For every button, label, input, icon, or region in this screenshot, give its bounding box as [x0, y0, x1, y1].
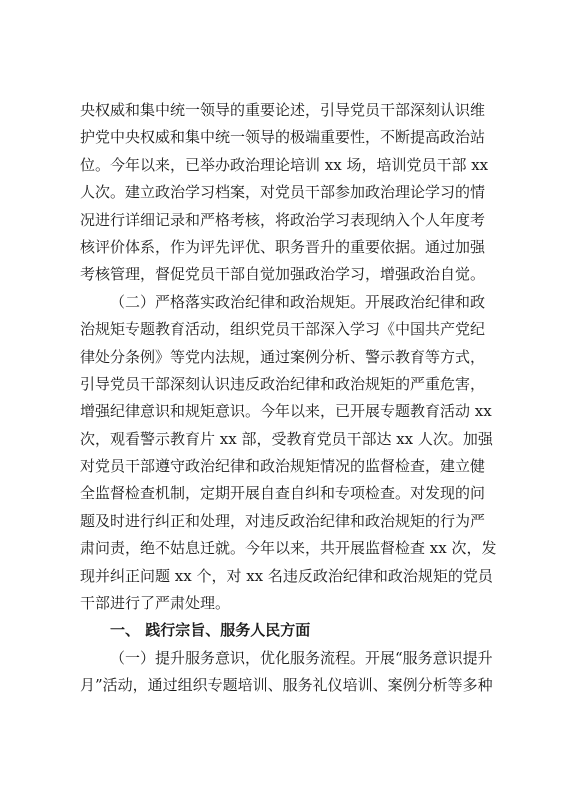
body-line: 题及时进行纠正和处理，对违反政治纪律和政治规矩的行为严 [80, 511, 486, 530]
body-line: 人次。建立政治学习档案，对党员干部参加政治理论学习的情 [80, 183, 486, 202]
body-line: 位。今年以来，已举办政治理论培训 xx 场，培训党员干部 xx [80, 155, 489, 174]
body-line: 干部进行了严肃处理。 [80, 594, 231, 613]
paragraph-start-line: （一）提升服务意识，优化服务流程。开展“服务意识提升 [110, 648, 493, 667]
body-line: 核评价体系，作为评先评优、职务晋升的重要依据。通过加强 [80, 237, 486, 256]
body-line: 护党中央权威和集中统一领导的极端重要性，不断提高政治站 [80, 128, 486, 147]
body-line: 次，观看警示教育片 xx 部，受教育党员干部达 xx 人次。加强 [80, 429, 493, 448]
body-line: 增强纪律意识和规矩意识。今年以来，已开展专题教育活动 xx [80, 402, 492, 421]
body-line: 月”活动，通过组织专题培训、服务礼仪培训、案例分析等多种 [80, 676, 493, 695]
body-line: 考核管理，督促党员干部自觉加强政治学习，增强政治自觉。 [80, 265, 486, 284]
body-line: 治规矩专题教育活动，组织党员干部深入学习《中国共产党纪 [80, 320, 486, 339]
body-line: 况进行详细记录和严格考核，将政治学习表现纳入个人年度考 [80, 210, 486, 229]
body-line: 对党员干部遵守政治纪律和政治规矩情况的监督检查，建立健 [80, 457, 486, 476]
body-line: 现并纠正问题 xx 个，对 xx 名违反政治纪律和政治规矩的党员 [80, 566, 493, 585]
body-line: 律处分条例》等党内法规，通过案例分析、警示教育等方式， [80, 347, 486, 366]
body-line: 央权威和集中统一领导的重要论述，引导党员干部深刻认识维 [80, 101, 486, 119]
body-line: 肃问责，绝不姑息迁就。今年以来，共开展监督检查 xx 次，发 [80, 539, 497, 558]
section-heading: 一、 践行宗旨、服务人民方面 [110, 621, 311, 640]
paragraph-start-line: （二）严格落实政治纪律和政治规矩。开展政治纪律和政 [110, 292, 486, 311]
document-body [80, 97, 497, 700]
body-line: 引导党员干部深刻认识违反政治纪律和政治规矩的严重危害， [80, 374, 486, 393]
body-line: 全监督检查机制，定期开展自查自纠和专项检查。对发现的问 [80, 484, 486, 503]
